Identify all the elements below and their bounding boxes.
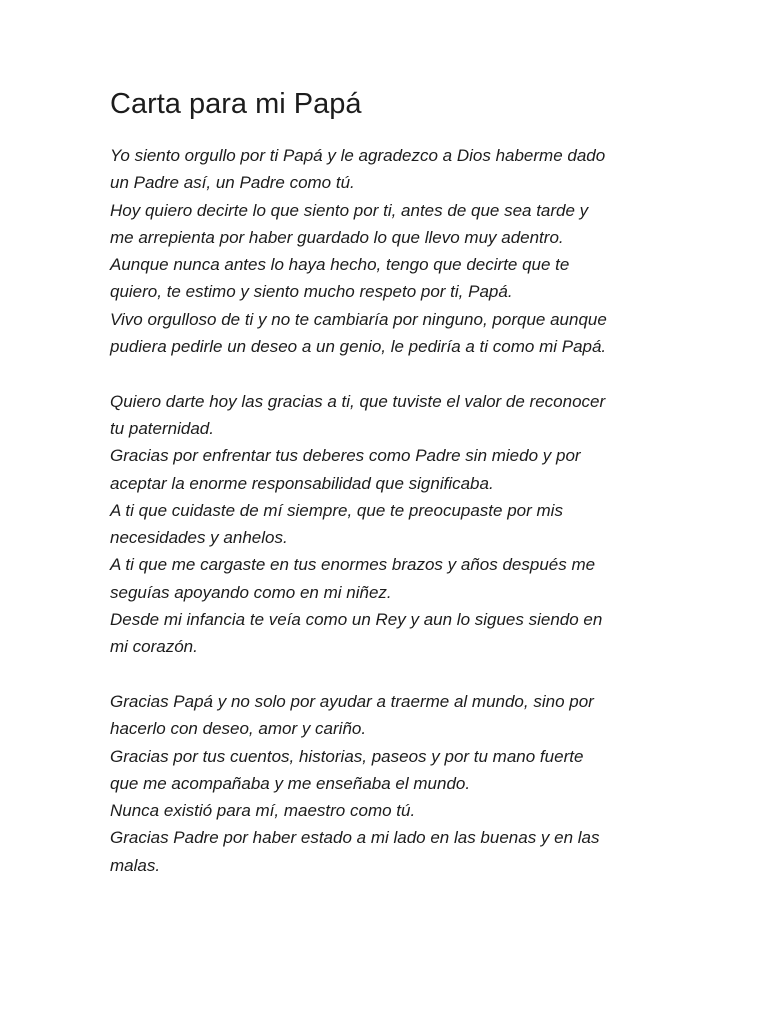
text-line: me arrepienta por haber guardado lo que llevo muy adentro. [110, 227, 564, 247]
text-line: mi corazón. [110, 637, 198, 657]
text-line: Gracias Papá y no solo por ayudar a traerme al mundo, sino por [110, 691, 594, 711]
text-line: tu paternidad. [110, 418, 214, 438]
text-line: necesidades y anhelos. [110, 528, 288, 548]
text-line: Desde mi infancia te veía como un Rey y aun lo sigues siendo en [110, 610, 603, 630]
text-line: Gracias por tus cuentos, historias, paseos y por tu mano fuerte [110, 746, 584, 766]
text-line: hacerlo con deseo, amor y cariño. [110, 719, 367, 739]
text-line: Aunque nunca antes lo haya hecho, tengo que decirte que te [110, 255, 570, 275]
text-line: un Padre así, un Padre como tú. [110, 173, 355, 193]
text-line: Gracias Padre por haber estado a mi lado en las buenas y en las [110, 828, 600, 848]
text-line: que me acompañaba y me enseñaba el mundo. [110, 773, 471, 793]
text-line: Nunca existió para mí, maestro como tú. [110, 801, 416, 821]
text-line: Vivo orgulloso de ti y no te cambiaría por ninguno, porque aunque [110, 309, 607, 329]
text-line: A ti que cuidaste de mí siempre, que te preocupaste por mis [110, 500, 563, 520]
paragraph-break [110, 661, 670, 688]
text-line: Quiero darte hoy las gracias a ti, que tuviste el valor de reconocer [110, 391, 606, 411]
paragraph-break [110, 360, 670, 387]
letter-body [110, 142, 670, 879]
text-line: Yo siento orgullo por ti Papá y le agradezco a Dios haberme dado [110, 146, 606, 165]
text-line: pudiera pedirle un deseo a un genio, le pediría a ti como mi Papá. [110, 337, 607, 357]
text-line: Hoy quiero decirte lo que siento por ti, antes de que sea tarde y [110, 200, 589, 220]
text-line: Gracias por enfrentar tus deberes como Padre sin miedo y por [110, 446, 581, 466]
text-line: A ti que me cargaste en tus enormes brazos y años después me [110, 555, 596, 575]
text-line: malas. [110, 855, 161, 875]
text-line: quiero, te estimo y siento mucho respeto por ti, Papá. [110, 282, 513, 302]
document-title: Carta para mi Papá [110, 88, 362, 120]
text-line: aceptar la enorme responsabilidad que significaba. [110, 473, 494, 493]
text-line: seguías apoyando como en mi niñez. [110, 582, 392, 602]
